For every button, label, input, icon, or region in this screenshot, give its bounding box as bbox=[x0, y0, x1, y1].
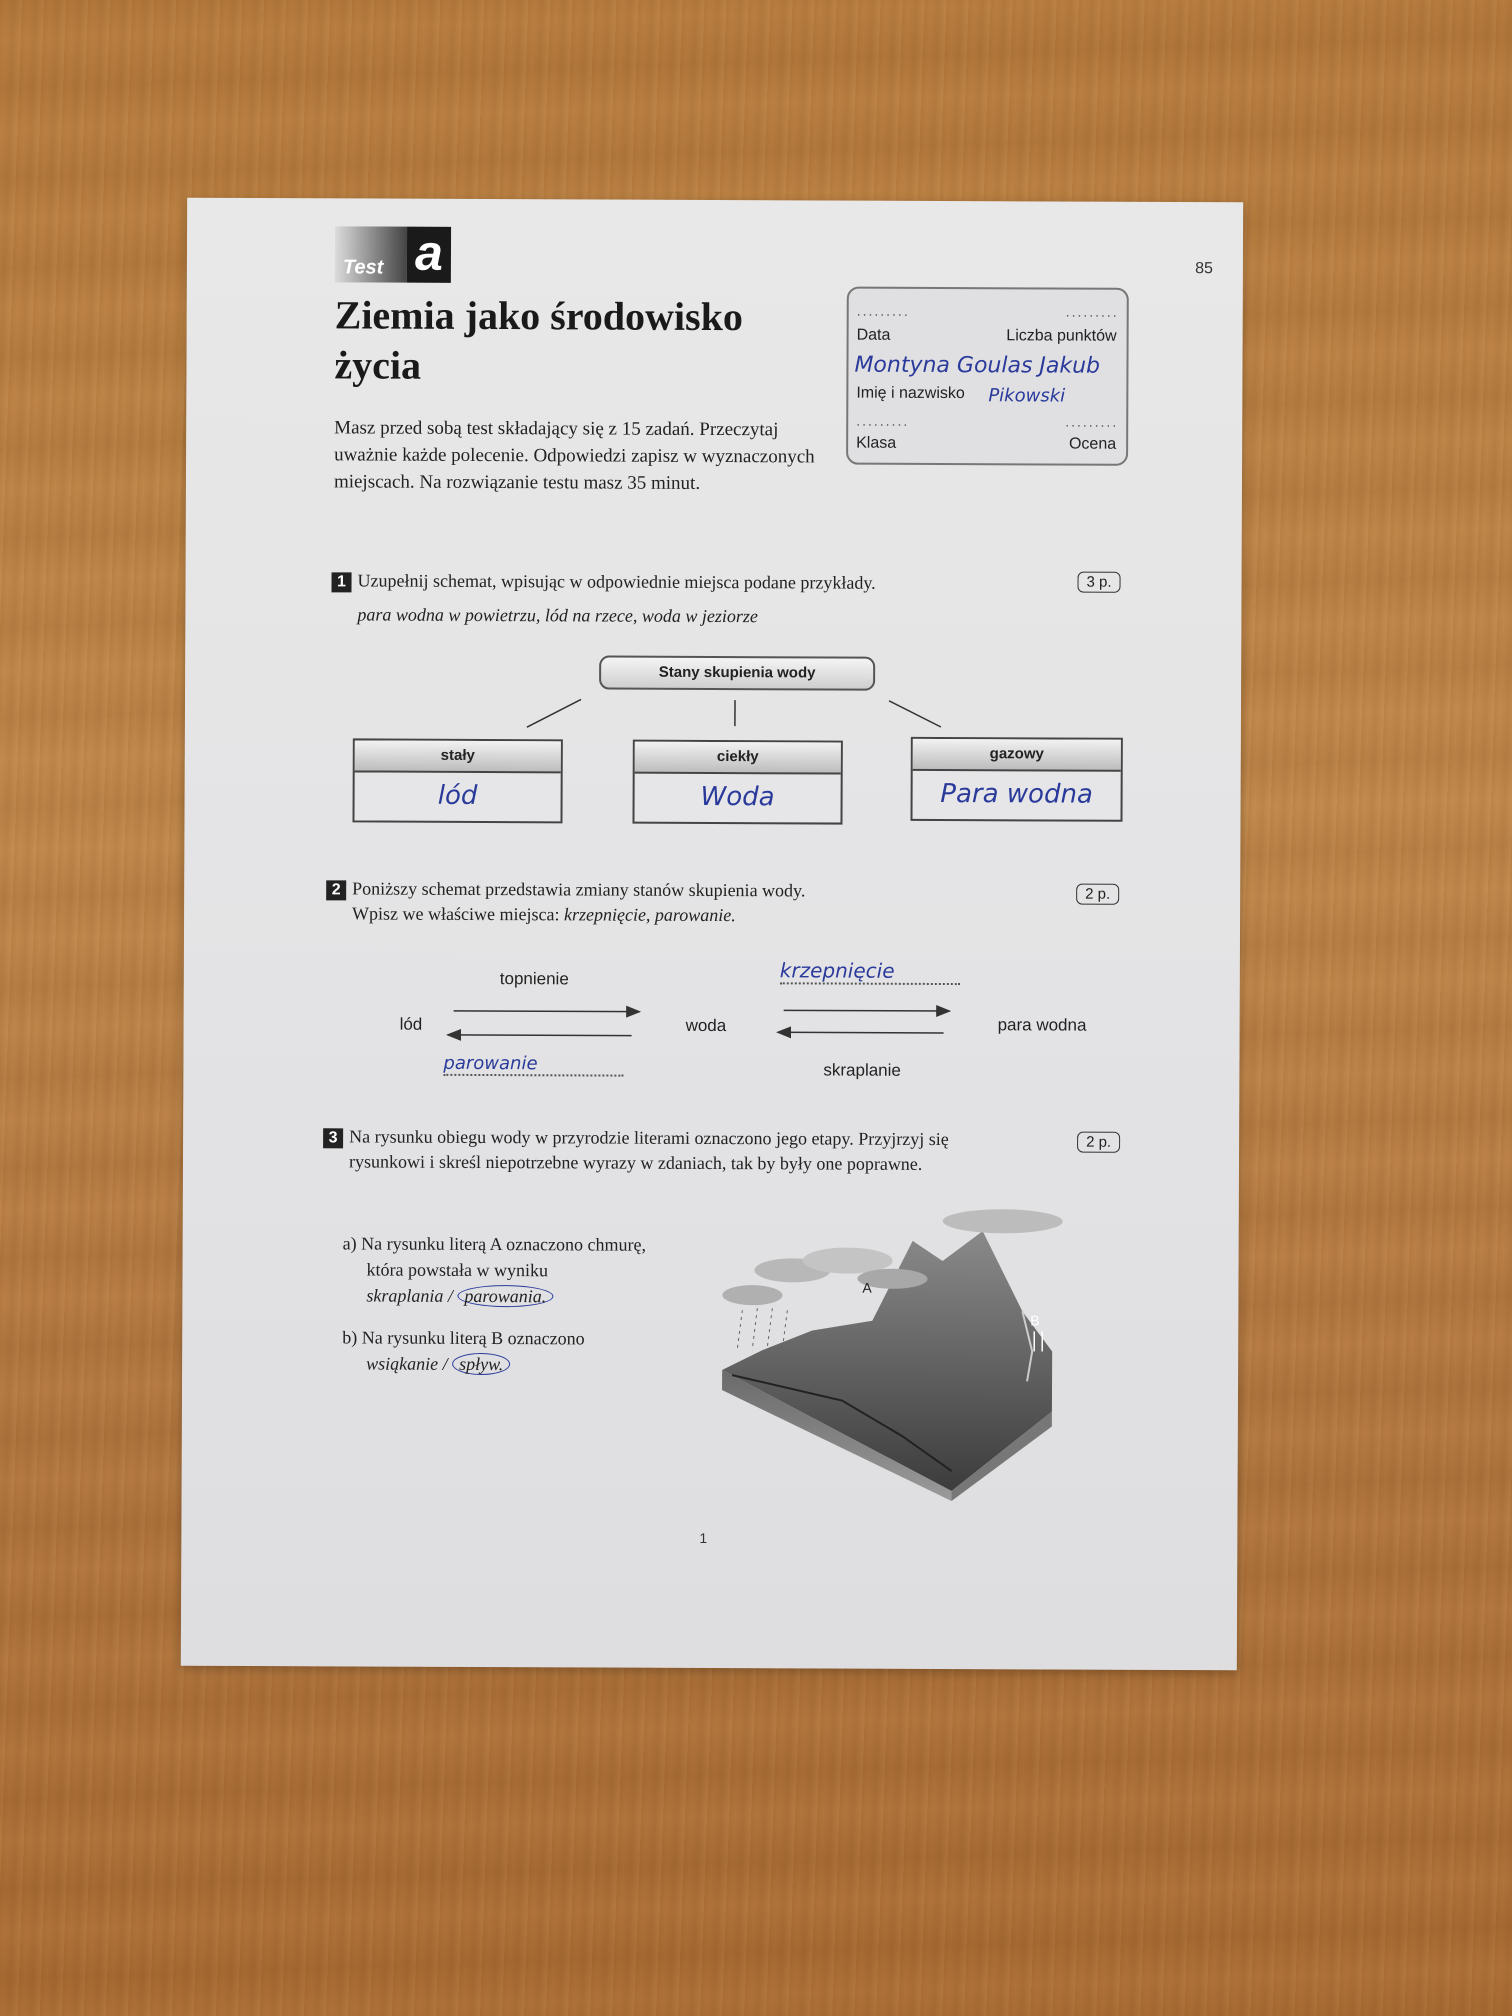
q2-number: 2 bbox=[326, 880, 346, 900]
page-number: 85 bbox=[1195, 260, 1213, 278]
q2-answer-top[interactable]: krzepnięcie bbox=[780, 958, 960, 985]
q1-text: Uzupełnij schemat, wpisując w odpowiednie miejsca podane przykłady. bbox=[357, 570, 876, 593]
test-letter: a bbox=[407, 227, 451, 283]
q1-root-box: Stany skupienia wody bbox=[599, 656, 875, 691]
q2-woda: woda bbox=[685, 1015, 727, 1036]
grade-label: Ocena bbox=[1068, 435, 1117, 453]
state-gas-box: gazowy Para wodna bbox=[910, 737, 1122, 822]
q1-number: 1 bbox=[331, 572, 351, 592]
q1-points: 3 p. bbox=[1077, 572, 1120, 593]
q1-examples: para wodna w powietrzu, lód na rzece, woda w jeziorze bbox=[357, 604, 758, 627]
illustration-label-b: B bbox=[1030, 1312, 1040, 1329]
q2-para: para wodna bbox=[997, 1015, 1087, 1035]
q3-number: 3 bbox=[323, 1128, 343, 1148]
state-solid-answer[interactable]: lód bbox=[437, 780, 478, 811]
handwritten-surname[interactable]: Pikowski bbox=[988, 385, 1066, 407]
test-word: Test bbox=[342, 256, 384, 279]
date-label: Data bbox=[856, 326, 891, 344]
q3-b-circled-answer[interactable]: spływ. bbox=[452, 1353, 510, 1375]
q2-answer-bottom[interactable]: parowanie bbox=[443, 1053, 623, 1077]
state-liquid-box: ciekły Woda bbox=[632, 740, 842, 825]
q3-part-b: b) Na rysunku literą B oznaczono wsiąkanie / spływ. bbox=[342, 1327, 585, 1375]
q2-points: 2 p. bbox=[1076, 884, 1119, 905]
illustration-label-a: A bbox=[862, 1279, 872, 1296]
q2-lod: lód bbox=[399, 1014, 423, 1034]
intro-text: Masz przed sobą test składający się z 15 zadań. Przeczytaj uważnie każde polecenie. Odpowiedzi zapisz w wyznaczonych miejscach. Na rozwiązanie testu masz 35 minut. bbox=[333, 417, 815, 494]
footer-number: 1 bbox=[699, 1529, 708, 1546]
student-info-box: ......... ......... Data Liczba punktów Montyna Goulas Jakub Imię i nazwisko Pikowski ......... ......... Klasa Ocena bbox=[846, 287, 1129, 466]
q3-text: Na rysunku obiegu wody w przyrodzie literami oznaczono jego etapy. Przyjrzyj się rysunkowi i skreśl niepotrzebne wyrazy w zdaniach, tak by były one poprawne. bbox=[348, 1126, 949, 1174]
name-label: Imię i nazwisko bbox=[856, 384, 965, 403]
points-label: Liczba punktów bbox=[1006, 327, 1117, 345]
q2-text: Poniższy schemat przedstawia zmiany stanów skupienia wody. Wpisz we właściwe miejsca: krzepnięcie, parowanie. bbox=[352, 878, 806, 926]
state-solid-box: stały lód bbox=[352, 738, 562, 823]
q2-skraplanie: skraplanie bbox=[823, 1060, 901, 1080]
state-gas-answer[interactable]: Para wodna bbox=[940, 778, 1093, 810]
q3-a-circled-answer[interactable]: parowania. bbox=[457, 1285, 553, 1307]
class-label: Klasa bbox=[856, 434, 897, 452]
q3-part-a: a) Na rysunku literą A oznaczono chmurę, która powstała w wyniku skraplania / parowania. bbox=[342, 1233, 647, 1307]
q3-points: 2 p. bbox=[1077, 1132, 1120, 1153]
water-cycle-illustration bbox=[722, 1200, 1123, 1502]
state-liquid-answer[interactable]: Woda bbox=[700, 781, 775, 813]
handwritten-name[interactable]: Montyna Goulas Jakub bbox=[854, 352, 1101, 379]
q2-topnienie: topnienie bbox=[499, 969, 569, 989]
worksheet-page bbox=[181, 198, 1243, 1671]
page-title: Ziemia jako środowisko życia bbox=[334, 292, 743, 388]
